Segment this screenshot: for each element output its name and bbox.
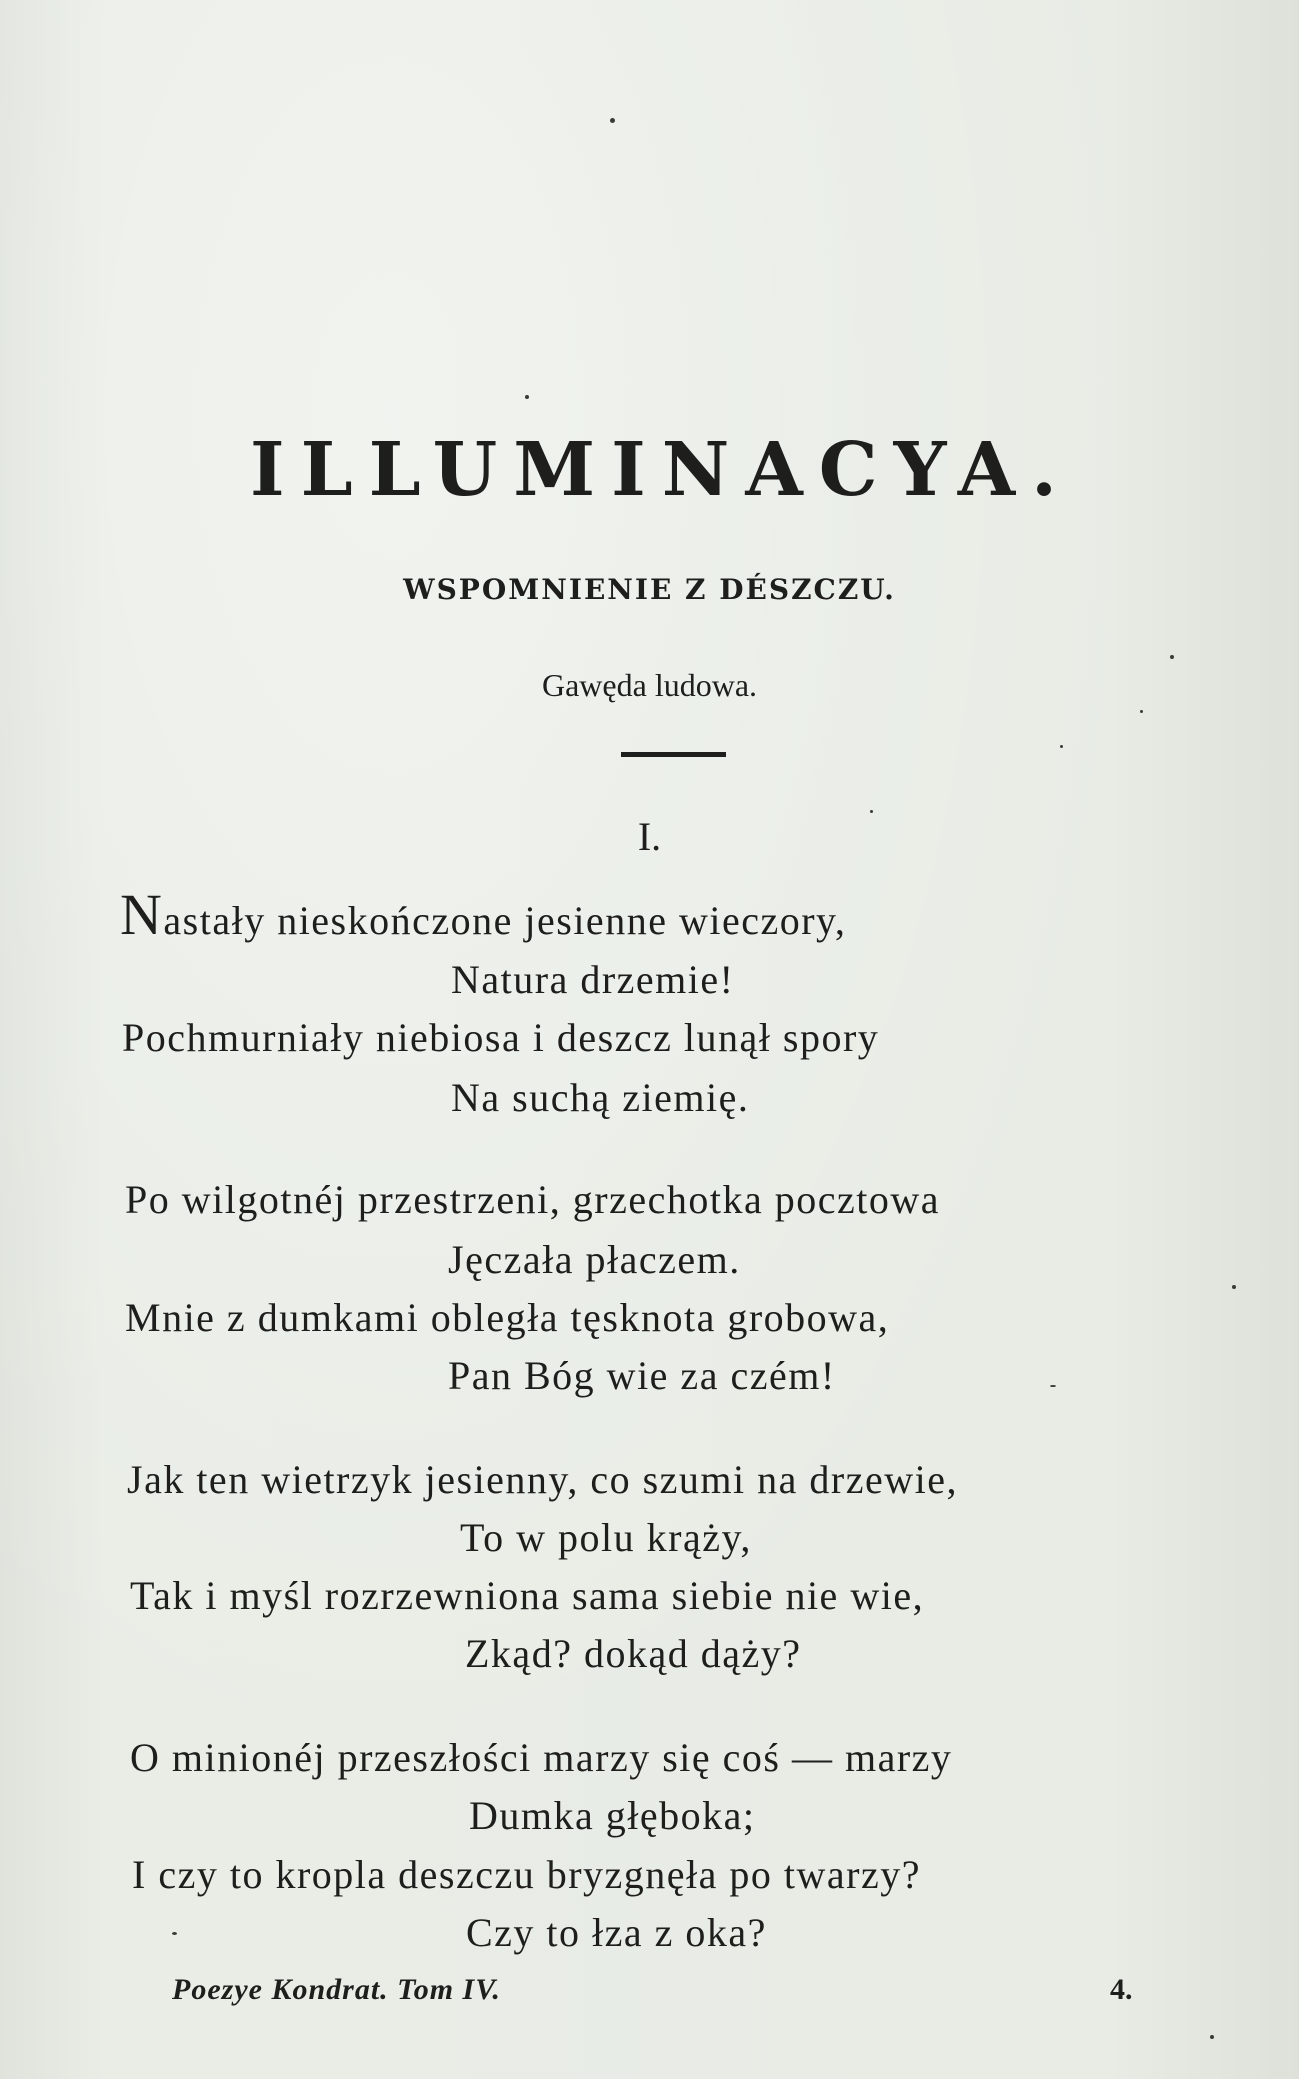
stanza-1-line-3: Pochmurniały niebiosa i deszcz lunął spory: [122, 1015, 880, 1060]
paper-speck: [610, 118, 615, 123]
paper-speck: [1050, 1385, 1056, 1387]
paper-speck: [870, 810, 873, 813]
stanza-4-line-2: Dumka głęboka;: [469, 1793, 756, 1838]
paper-speck: [1060, 745, 1063, 748]
stanza-4-line-1: O minionéj przeszłości marzy się coś — marzy: [130, 1735, 953, 1780]
stanza-1-line-4: Na suchą ziemię.: [451, 1075, 750, 1120]
poem-title: ILLUMINACYA.: [250, 427, 1073, 513]
stanza-4-line-4: Czy to łza z oka?: [466, 1910, 767, 1955]
drop-cap: N: [120, 882, 164, 947]
stanza-2-line-3: Mnie z dumkami obległa tęsknota grobowa,: [125, 1295, 890, 1340]
page-number: 4.: [1110, 1973, 1133, 2006]
poem-genre: Gawęda ludowa.: [541, 667, 758, 703]
paper-speck: [1140, 710, 1143, 713]
bleed-through-shadow: [520, 90, 1280, 390]
stanza-3-line-4: Zkąd? dokąd dąży?: [465, 1631, 802, 1676]
stanza-3-line-3: Tak i myśl rozrzewniona sama siebie nie wie,: [130, 1573, 925, 1618]
section-number: I.: [637, 814, 662, 859]
title-rule: [621, 752, 726, 757]
stanza-4-line-3: I czy to kropla deszczu bryzgnęła po twarzy?: [132, 1852, 921, 1897]
stanza-2-line-4: Pan Bóg wie za czém!: [448, 1353, 836, 1398]
stanza-1-line-1: Nastały nieskończone jesienne wieczory,: [120, 882, 847, 947]
footer-signature: Poezye Kondrat. Tom IV.: [172, 1973, 501, 2006]
stanza-2-line-2: Jęczała płaczem.: [448, 1237, 741, 1282]
poem-subtitle: WSPOMNIENIE Z DÉSZCZU.: [403, 573, 896, 606]
paper-speck: [172, 1932, 177, 1935]
stanza-2-line-1: Po wilgotnéj przestrzeni, grzechotka pocztowa: [125, 1177, 940, 1222]
paper-speck: [1210, 2035, 1214, 2039]
paper-speck: [1232, 1285, 1236, 1289]
stanza-1-line-2: Natura drzemie!: [451, 957, 735, 1002]
paper-speck: [525, 395, 529, 399]
paper-speck: [1170, 655, 1174, 659]
stanza-3-line-2: To w polu krąży,: [460, 1515, 752, 1560]
stanza-3-line-1: Jak ten wietrzyk jesienny, co szumi na drzewie,: [127, 1457, 958, 1502]
